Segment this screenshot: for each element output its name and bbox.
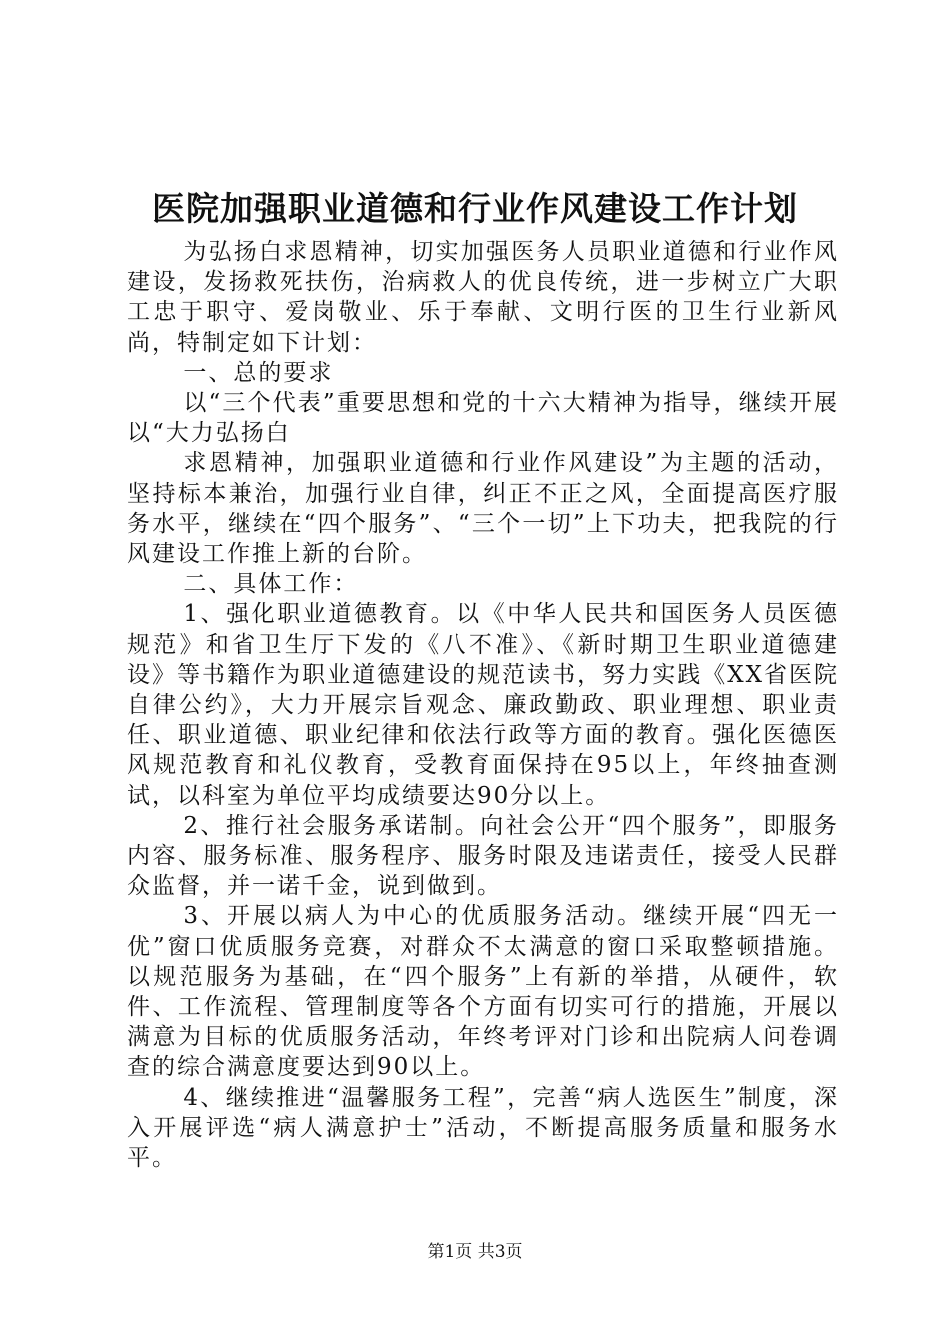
work-item-4-paragraph: 4、继续推进“温馨服务工程”，完善“病人选医生”制度，深入开展评选“病人满意护士”活动，不断提高服务质量和服务水平。 (127, 1084, 839, 1172)
work-item-3-paragraph: 3、开展以病人为中心的优质服务活动。继续开展“四无一优”窗口优质服务竞赛，对群众不太满意的窗口采取整顿措施。以规范服务为基础，在“四个服务”上有新的举措，从硬件，软件、工作流程、管理制度等各个方面有切实可行的措施，开展以满意为目标的优质服务活动，年终考评对门诊和出院病人问卷调查的综合满意度要达到90以上。 (127, 903, 839, 1081)
page-footer: 第1页 共3页 (427, 1242, 523, 1262)
document-title: 医院加强职业道德和行业作风建设工作计划 (152, 189, 798, 228)
section-heading-general: 一、总的要求 (183, 359, 334, 386)
general-requirements-continued-paragraph: 求恩精神，加强职业道德和行业作风建设”为主题的活动，坚持标本兼治，加强行业自律，纠正不正之风，全面提高医疗服务水平，继续在“四个服务”、“三个一切”上下功夫，把我院的行风建设工作推上新的台阶。 (127, 450, 839, 568)
work-item-2-paragraph: 2、推行社会服务承诺制。向社会公开“四个服务”，即服务内容、服务标准、服务程序、服务时限及违诺责任，接受人民群众监督，并一诺千金，说到做到。 (127, 812, 839, 900)
general-requirements-paragraph: 以“三个代表”重要思想和党的十六大精神为指导，继续开展以“大力弘扬白 (127, 390, 839, 447)
document-body (127, 237, 839, 1173)
section-heading-specific: 二、具体工作： (183, 571, 359, 598)
work-item-1-paragraph: 1、强化职业道德教育。以《中华人民共和国医务人员医德规范》和省卫生厅下发的《八不准》、《新时期卫生职业道德建设》等书籍作为职业道德建设的规范读书，努力实践《XX省医院自律公约》，大力开展宗旨观念、廉政勤政、职业理想、职业责任、职业道德、职业纪律和依法行政等方面的教育。强化医德医风规范教育和礼仪教育，受教育面保持在95以上，年终抽查测试，以科室为单位平均成绩要达90分以上。 (127, 601, 839, 809)
intro-paragraph: 为弘扬白求恩精神，切实加强医务人员职业道德和行业作风建设，发扬救死扶伤，治病救人的优良传统，进一步树立广大职工忠于职守、爱岗敬业、乐于奉献、文明行医的卫生行业新风尚，特制定如下计划： (127, 239, 839, 356)
